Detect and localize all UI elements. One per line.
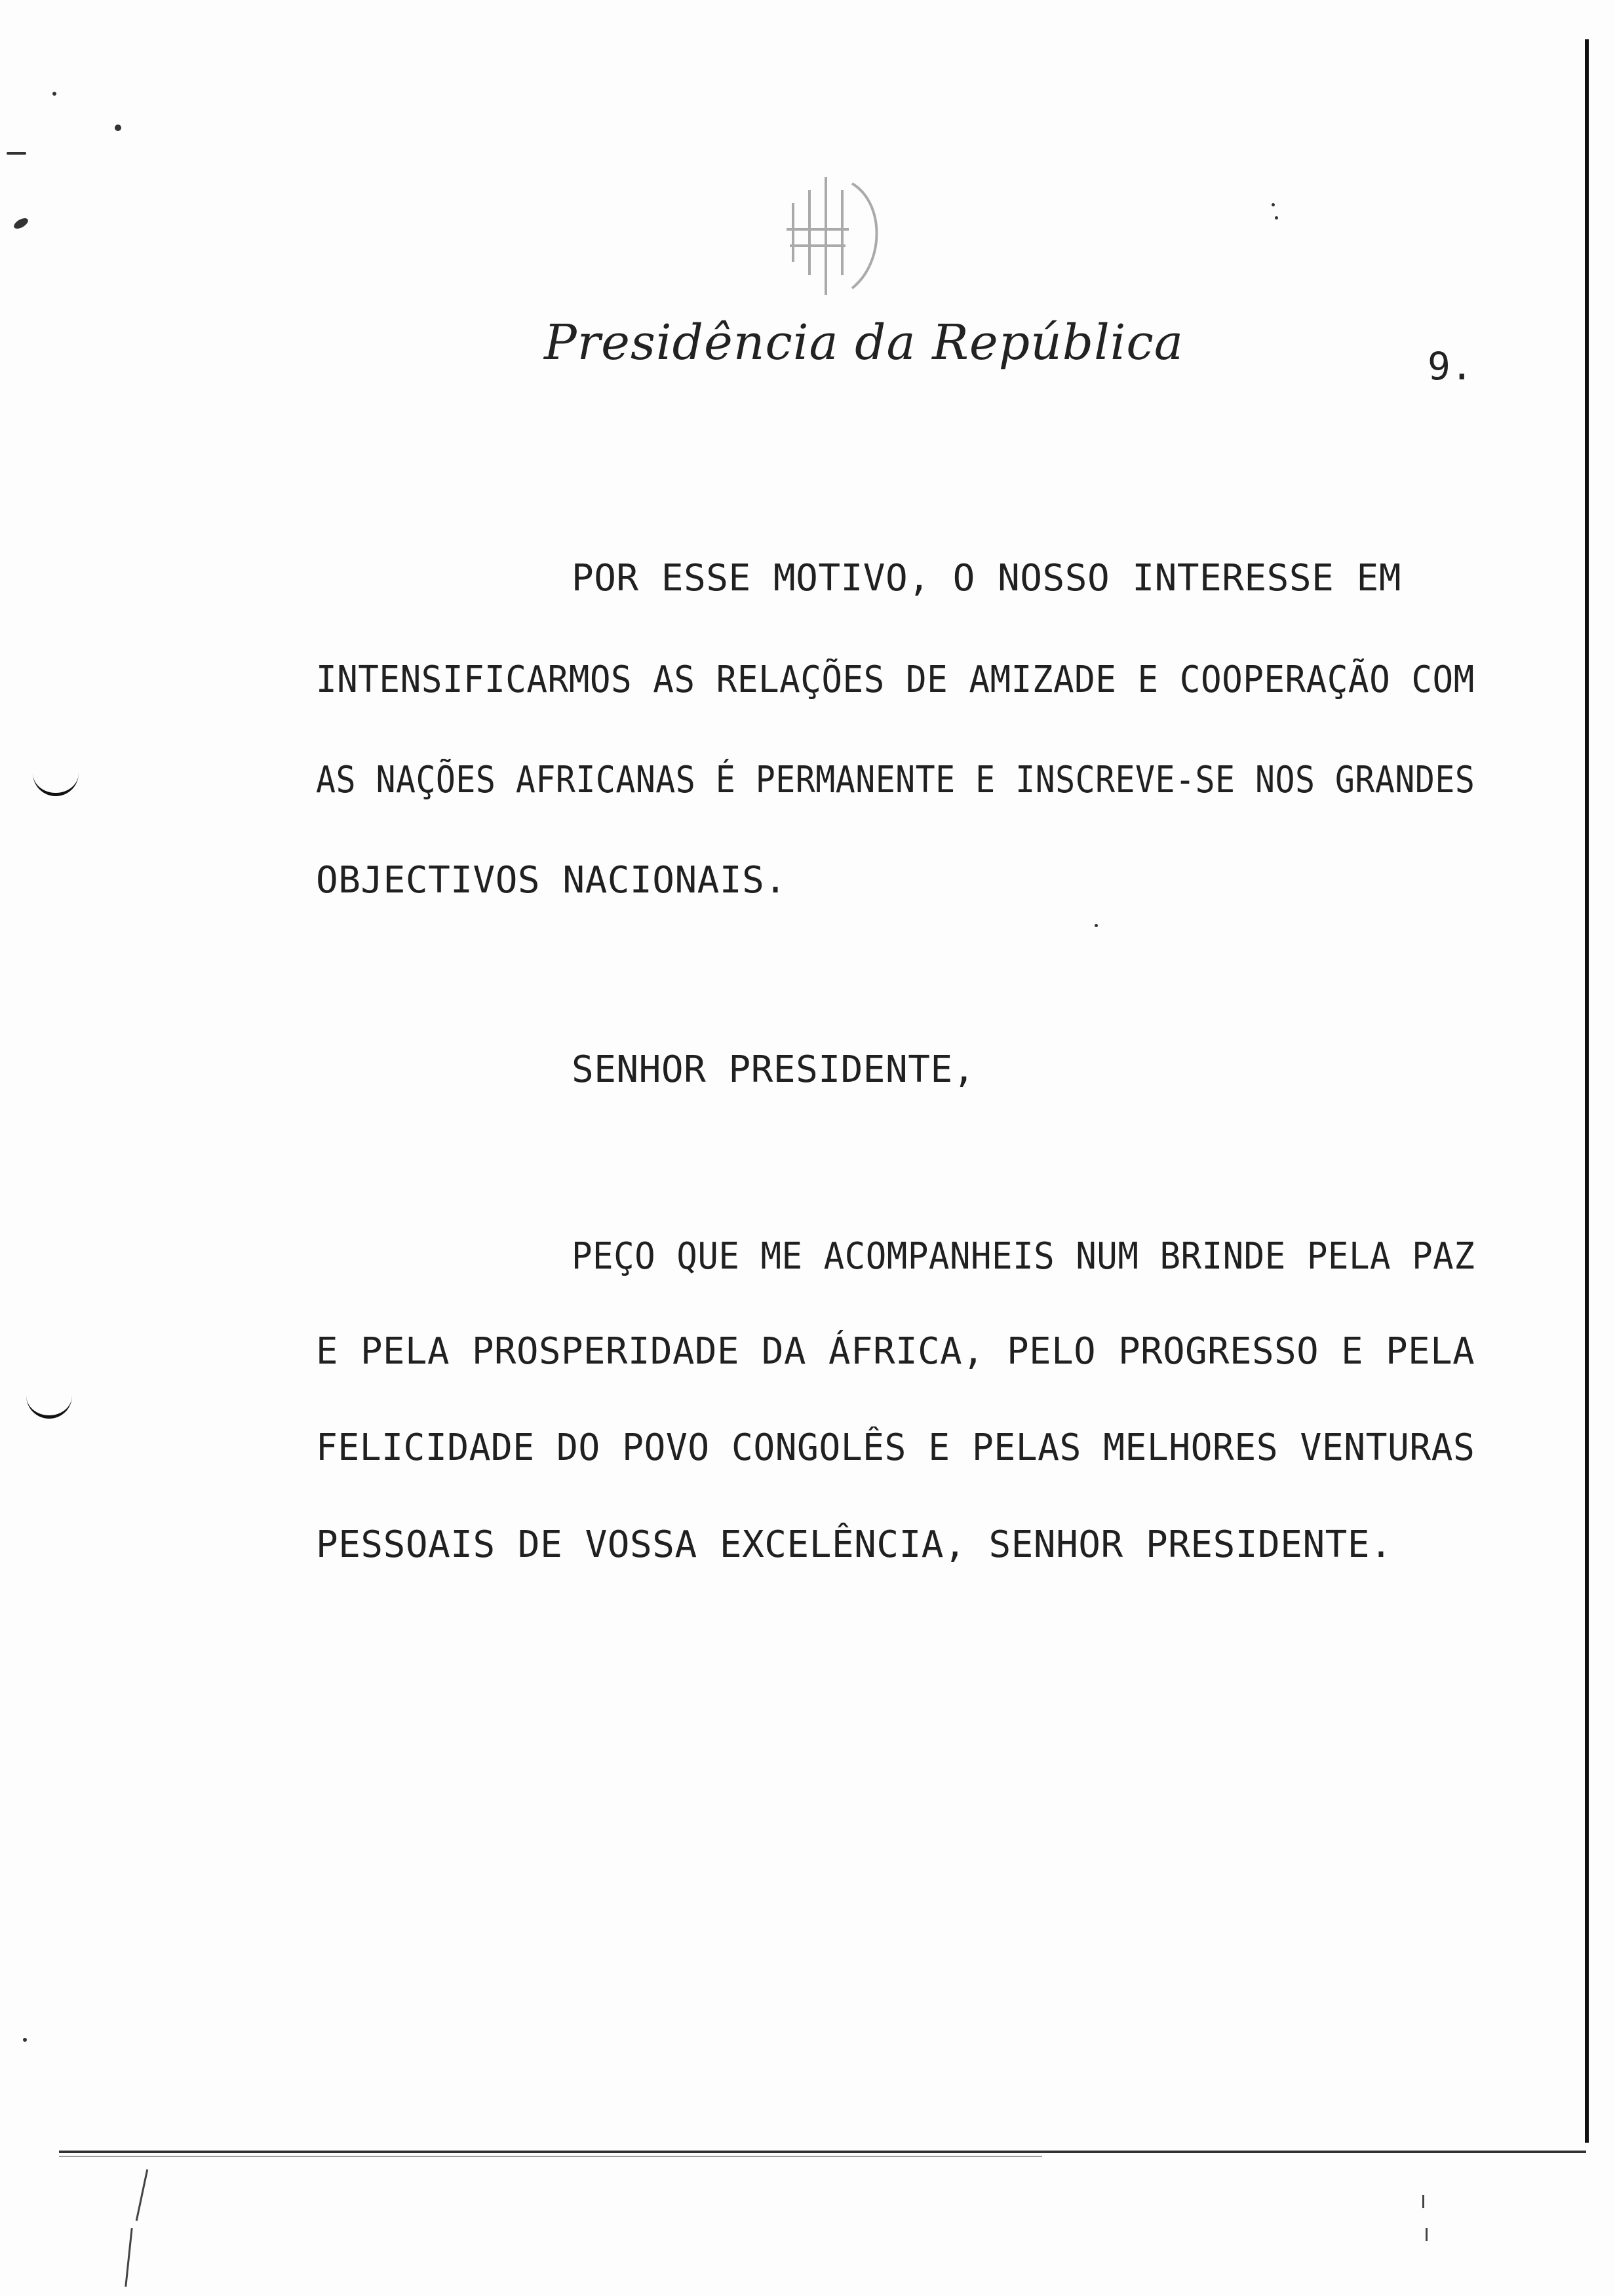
paragraph-line: INTENSIFICARMOS AS RELAÇÕES DE AMIZADE E COOPERAÇÃO COM: [316, 659, 1475, 701]
paragraph-line: PESSOAIS DE VOSSA EXCELÊNCIA, SENHOR PRESIDENTE.: [316, 1523, 1393, 1566]
scan-speck: [23, 2038, 27, 2042]
paragraph-line: OBJECTIVOS NACIONAIS.: [316, 859, 787, 902]
paragraph-line: PEÇO QUE ME ACOMPANHEIS NUM BRINDE PELA PAZ: [572, 1235, 1475, 1278]
scan-scribble: [136, 2170, 149, 2221]
margin-mark: [26, 1396, 72, 1419]
letterhead-title: Presidência da República: [544, 315, 1184, 371]
paragraph-line: POR ESSE MOTIVO, O NOSSO INTERESSE EM: [572, 557, 1401, 600]
scan-speck: [1272, 203, 1275, 206]
scan-scribble: [1422, 2195, 1424, 2208]
scan-speck: [1095, 924, 1098, 927]
scan-right-border: [1585, 39, 1589, 2143]
scan-speck: [7, 152, 26, 155]
scan-speck: [115, 124, 121, 131]
scan-bottom-rule-faint: [59, 2156, 1042, 2157]
paragraph-line: AS NAÇÕES AFRICANAS É PERMANENTE E INSCREVE-SE NOS GRANDES: [316, 759, 1475, 801]
paragraph-line: FELICIDADE DO POVO CONGOLÊS E PELAS MELHORES VENTURAS: [316, 1426, 1475, 1469]
coat-of-arms-emblem: [754, 164, 911, 308]
scan-speck: [52, 92, 56, 96]
margin-mark: [33, 773, 79, 796]
page-number: 9.: [1428, 344, 1473, 389]
scan-speck: [12, 216, 30, 231]
scan-bottom-rule: [59, 2151, 1586, 2153]
scan-speck: [1275, 216, 1278, 220]
scan-scribble: [125, 2228, 132, 2287]
scan-scribble: [1426, 2228, 1428, 2241]
salutation-line: SENHOR PRESIDENTE,: [572, 1048, 975, 1091]
paragraph-line: E PELA PROSPERIDADE DA ÁFRICA, PELO PROGRESSO E PELA: [316, 1330, 1475, 1373]
